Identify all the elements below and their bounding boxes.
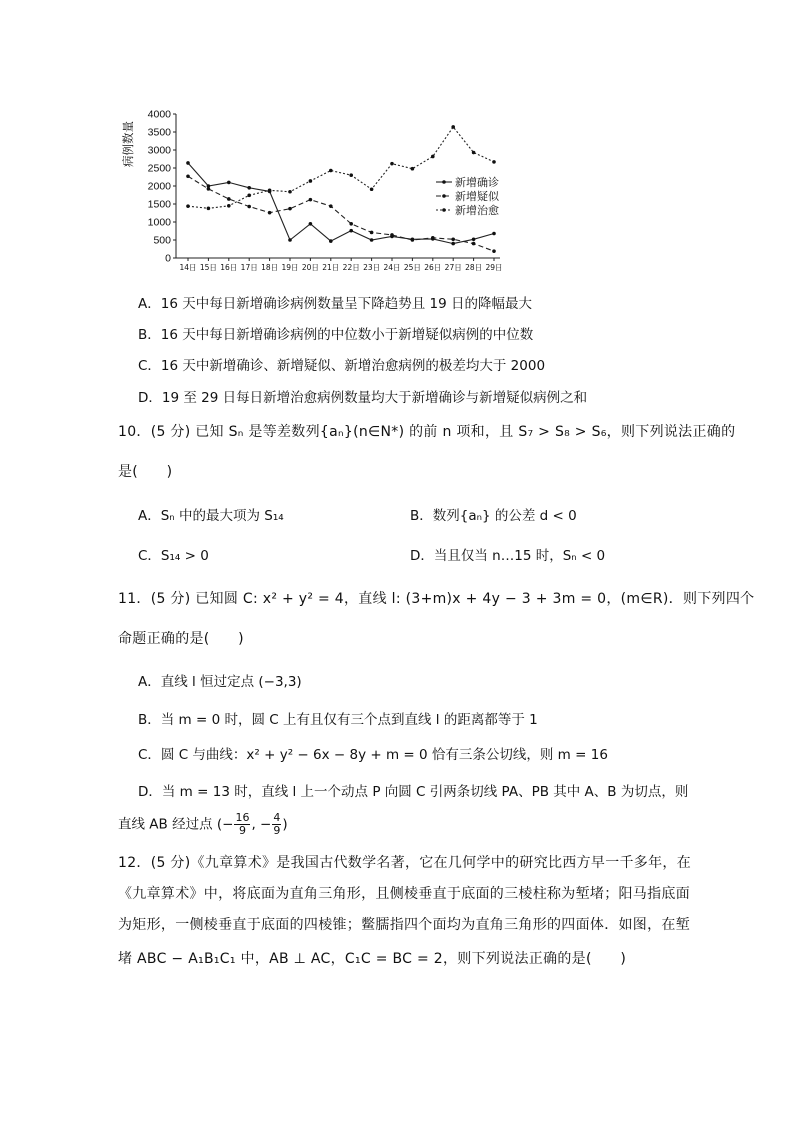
fraction-numerator: 16 [235,811,250,824]
line-chart [118,104,518,274]
data-point [472,151,476,155]
data-point [329,204,333,208]
x-tick-label: 18日 [261,263,279,272]
x-tick-label: 26日 [424,263,442,272]
x-tick-label: 23日 [363,263,381,272]
y-tick-label: 1000 [147,216,171,229]
y-tick-label: 0 [165,252,171,265]
q9-option-a: A．16 天中每日新增确诊病例数量呈下降趋势且 19 日的降幅最大 [138,296,532,312]
data-point [268,211,272,215]
data-point [492,249,496,253]
fraction-16-9 [234,812,250,837]
q11-option-c: C．圆 C 与曲线：x² + y² − 6x − 8y + m = 0 恰有三条公切线，则 m = 16 [138,747,608,763]
y-tick-label: 4000 [147,108,171,121]
fraction-numerator: 4 [273,811,281,824]
data-point [451,242,455,246]
q12-line1: 12．(5 分)《九章算术》是我国古代数学名著，它在几何学中的研究比西方早一千多年，在 [118,855,691,871]
q10-option-d: D．当且仅当 n…15 时，Sₙ < 0 [410,548,606,564]
data-point [207,187,211,191]
data-point [492,232,496,236]
legend-label: 新增确诊 [455,176,499,189]
y-tick-label: 3500 [147,126,171,139]
data-point [186,161,190,165]
data-point [492,160,496,164]
y-tick-label: 500 [153,234,171,247]
fraction-4-9 [272,812,281,837]
x-tick-label: 17日 [240,263,258,272]
x-tick-label: 19日 [281,263,299,272]
x-tick-label: 20日 [301,263,319,272]
data-point [370,187,374,191]
data-point [390,233,394,237]
y-tick-label: 3000 [147,144,171,157]
legend-label: 新增疑似 [455,190,499,203]
x-tick-label: 24日 [383,263,401,272]
data-point [288,190,292,194]
data-point [451,125,455,129]
x-tick-label: 27日 [444,263,462,272]
y-tick-label: 1500 [147,198,171,211]
y-axis-label: 病例数量 [121,121,135,167]
q9-option-d: D．19 至 29 日每日新增治愈病例数量均大于新增确诊与新增疑似病例之和 [138,390,588,406]
q10-stem-line2: 是( ) [118,464,173,480]
series-line-2 [188,176,494,251]
q12-line4: 堵 ABC − A₁B₁C₁ 中，AB ⊥ AC，C₁C = BC = 2，则下列说法正确的是( ) [118,951,627,967]
data-point [247,194,251,198]
q9-option-c: C．16 天中新增确诊、新增疑似、新增治愈病例的极差均大于 2000 [138,358,546,374]
q11-option-d-line1: D．当 m = 13 时，直线 l 上一个动点 P 向圆 C 引两条切线 PA、PB 其中 A、B 为切点，则 [138,784,689,800]
data-point [247,205,251,209]
q11-d-text-post: ) [282,816,288,833]
series-line-1 [188,163,494,244]
data-point [186,174,190,178]
data-point [227,181,231,185]
data-point [472,242,476,246]
legend-marker [442,194,446,198]
q12-line3: 为矩形，一侧棱垂直于底面的四棱锥；鳖臑指四个面均为直角三角形的四面体．如图，在堑 [118,917,690,933]
data-point [309,179,313,183]
x-tick-label: 15日 [199,263,217,272]
x-tick-label: 29日 [485,263,503,272]
y-tick-label: 2500 [147,162,171,175]
x-tick-label: 25日 [403,263,421,272]
x-tick-label: 16日 [220,263,238,272]
q11-option-b: B．当 m = 0 时，圆 C 上有且仅有三个点到直线 l 的距离都等于 1 [138,712,538,728]
q10-option-b: B．数列{aₙ} 的公差 d < 0 [410,508,577,524]
q11-stem-line2: 命题正确的是( ) [118,631,244,647]
q11-d-text-pre: 直线 AB 经过点 (− [118,816,234,833]
data-point [472,237,476,241]
data-point [227,204,231,208]
data-point [247,186,251,190]
fraction-denominator: 9 [238,824,246,837]
data-point [370,231,374,235]
data-point [370,238,374,242]
data-point [268,189,272,193]
legend-marker [442,208,446,212]
data-point [186,204,190,208]
q10-stem-line1: 10．(5 分) 已知 Sₙ 是等差数列{aₙ}(n∈N*) 的前 n 项和，且 S₇ > S₈ > S₆，则下列说法正确的 [118,424,736,440]
x-tick-label: 22日 [342,263,360,272]
data-point [431,155,435,159]
x-tick-label: 21日 [322,263,340,272]
data-point [329,239,333,243]
data-point [349,222,353,226]
data-point [227,197,231,201]
x-tick-label: 14日 [179,263,197,272]
data-point [309,198,313,202]
q12-line2: 《九章算术》中，将底面为直角三角形，且侧棱垂直于底面的三棱柱称为堑堵；阳马指底面 [118,886,690,902]
data-point [288,207,292,211]
q11-option-a: A．直线 l 恒过定点 (−3,3) [138,674,302,690]
q11-option-d-line2 [118,812,288,837]
chart-svg [118,104,518,274]
data-point [309,222,313,226]
q11-stem-line1: 11．(5 分) 已知圆 C: x² + y² = 4，直线 l: (3+m)x + 4y − 3 + 3m = 0，(m∈R)．则下列四个 [118,591,755,607]
data-point [288,238,292,242]
data-point [207,207,211,211]
data-point [451,237,455,241]
q9-option-b: B．16 天中每日新增确诊病例的中位数小于新增疑似病例的中位数 [138,327,534,343]
x-tick-label: 28日 [465,263,483,272]
q10-option-c: C．S₁₄ > 0 [138,548,209,564]
y-tick-label: 2000 [147,180,171,193]
data-point [349,229,353,233]
data-point [349,173,353,177]
legend-label: 新增治愈 [455,204,499,217]
q11-d-text-mid: , − [251,816,272,833]
q10-option-a: A．Sₙ 中的最大项为 S₁₄ [138,508,284,524]
data-point [411,167,415,171]
data-point [411,238,415,242]
data-point [329,169,333,173]
legend-marker [442,180,446,184]
data-point [431,236,435,240]
data-point [390,162,394,166]
fraction-denominator: 9 [273,824,281,837]
